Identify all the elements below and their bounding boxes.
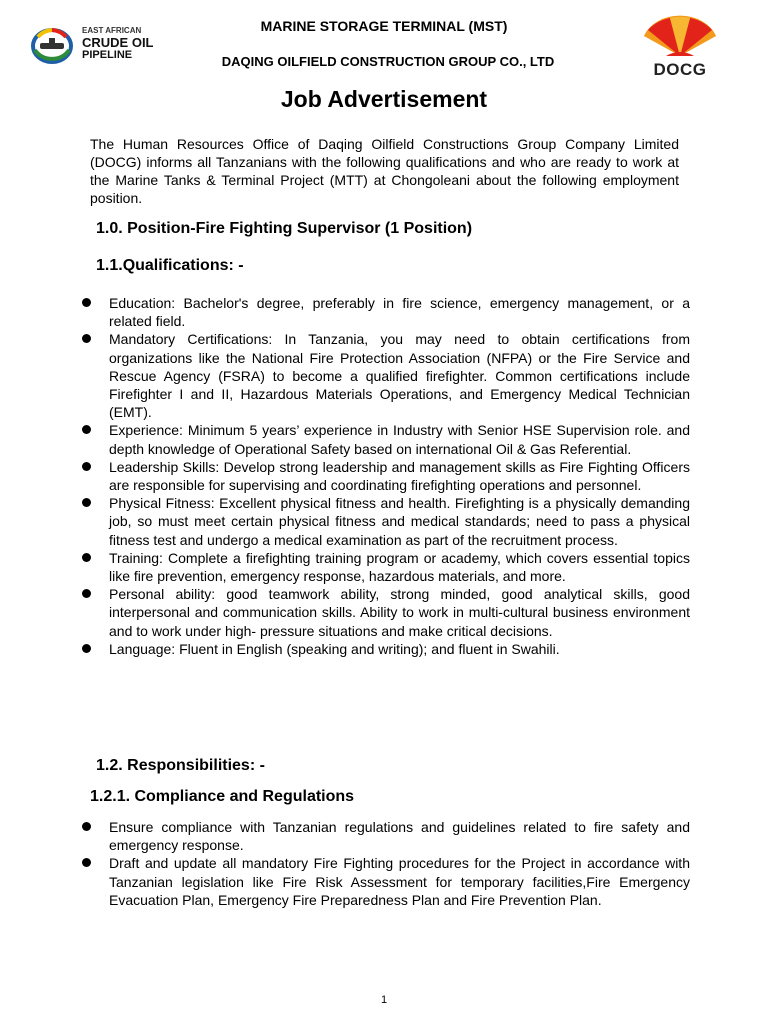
page-title: Job Advertisement — [280, 86, 488, 112]
list-item: Leadership Skills: Develop strong leadership and management skills as Fire Fighting Officers are responsible for supervising and coordinating firefighting operations and personnel. — [80, 458, 690, 494]
qualifications-list — [80, 294, 690, 658]
header-terminal-name: MARINE STORAGE TERMINAL (MST) — [260, 18, 508, 34]
logo-text-line3: PIPELINE — [82, 49, 133, 61]
bullet-icon — [82, 298, 91, 307]
page-number: 1 — [380, 994, 388, 1006]
header-company-name: DAQING OILFIELD CONSTRUCTION GROUP CO., LTD — [221, 54, 555, 69]
bullet-icon — [82, 425, 91, 434]
bullet-icon — [82, 334, 91, 343]
bullet-icon — [82, 553, 91, 562]
list-item: Physical Fitness: Excellent physical fitness and health. Firefighting is a physically demanding job, so must meet certain physical fitness and medical standards; need to pass a physical fitness test and undergo a medical examination as part of the recruitment process. — [80, 494, 690, 549]
bullet-icon — [82, 858, 91, 867]
bullet-icon — [82, 589, 91, 598]
bullet-icon — [82, 644, 91, 653]
list-item: Experience: Minimum 5 years’ experience in Industry with Senior HSE Supervision role. and depth knowledge of Operational Safety based on international Oil & Gas Referential. — [80, 421, 690, 457]
responsibilities-heading: 1.2. Responsibilities: - — [96, 757, 265, 774]
position-heading: 1.0. Position-Fire Fighting Supervisor (1 Position) — [96, 220, 473, 237]
logo-text-line2: CRUDE OIL — [82, 35, 154, 50]
bullet-icon — [82, 462, 91, 471]
list-item: Training: Complete a firefighting training program or academy, which covers essential topics like fire prevention, emergency response, hazardous materials, and more. — [80, 549, 690, 585]
compliance-list — [80, 818, 690, 909]
list-item: Personal ability: good teamwork ability, strong minded, good analytical skills, good interpersonal and communication skills. Ability to work in multi-cultural business environment and to work under high- pressure situations and make critical decisions. — [80, 585, 690, 640]
logo-text-line1: EAST AFRICAN — [82, 26, 142, 35]
docg-logo-text: DOCG — [653, 60, 707, 79]
docg-logo — [636, 12, 724, 78]
intro-paragraph: The Human Resources Office of Daqing Oilfield Constructions Group Company Limited (DOCG) informs all Tanzanians with the following qualifications and who are ready to work at the Marine Tanks & Terminal Project (MTT) at Chongoleani about the following employment position. — [90, 136, 679, 206]
bullet-icon — [82, 498, 91, 507]
qualifications-heading: 1.1.Qualifications: - — [96, 257, 244, 274]
list-item: Language: Fluent in English (speaking and writing); and fluent in Swahili. — [80, 640, 690, 658]
list-item: Ensure compliance with Tanzanian regulations and guidelines related to fire safety and emergency response. — [80, 818, 690, 854]
compliance-heading: 1.2.1. Compliance and Regulations — [90, 788, 355, 805]
bullet-icon — [82, 822, 91, 831]
list-item: Education: Bachelor's degree, preferably in fire science, emergency management, or a related field. — [80, 294, 690, 330]
list-item: Mandatory Certifications: In Tanzania, you may need to obtain certifications from organizations like the National Fire Protection Association (NFPA) or the Fire Service and Rescue Agency (FSRA) to become a qualified firefighter. Common certifications include Firefighter I and II, Hazardous Materials Operations, and Emergency Medical Technician (EMT). — [80, 330, 690, 421]
list-item: Draft and update all mandatory Fire Fighting procedures for the Project in accordance with Tanzanian legislation like Fire Risk Assessment for temporary facilities,Fire Emergency Evacuation Plan, Emergency Fire Preparedness Plan and Fire Prevention Plan. — [80, 854, 690, 909]
docg-shell-icon — [636, 12, 724, 62]
